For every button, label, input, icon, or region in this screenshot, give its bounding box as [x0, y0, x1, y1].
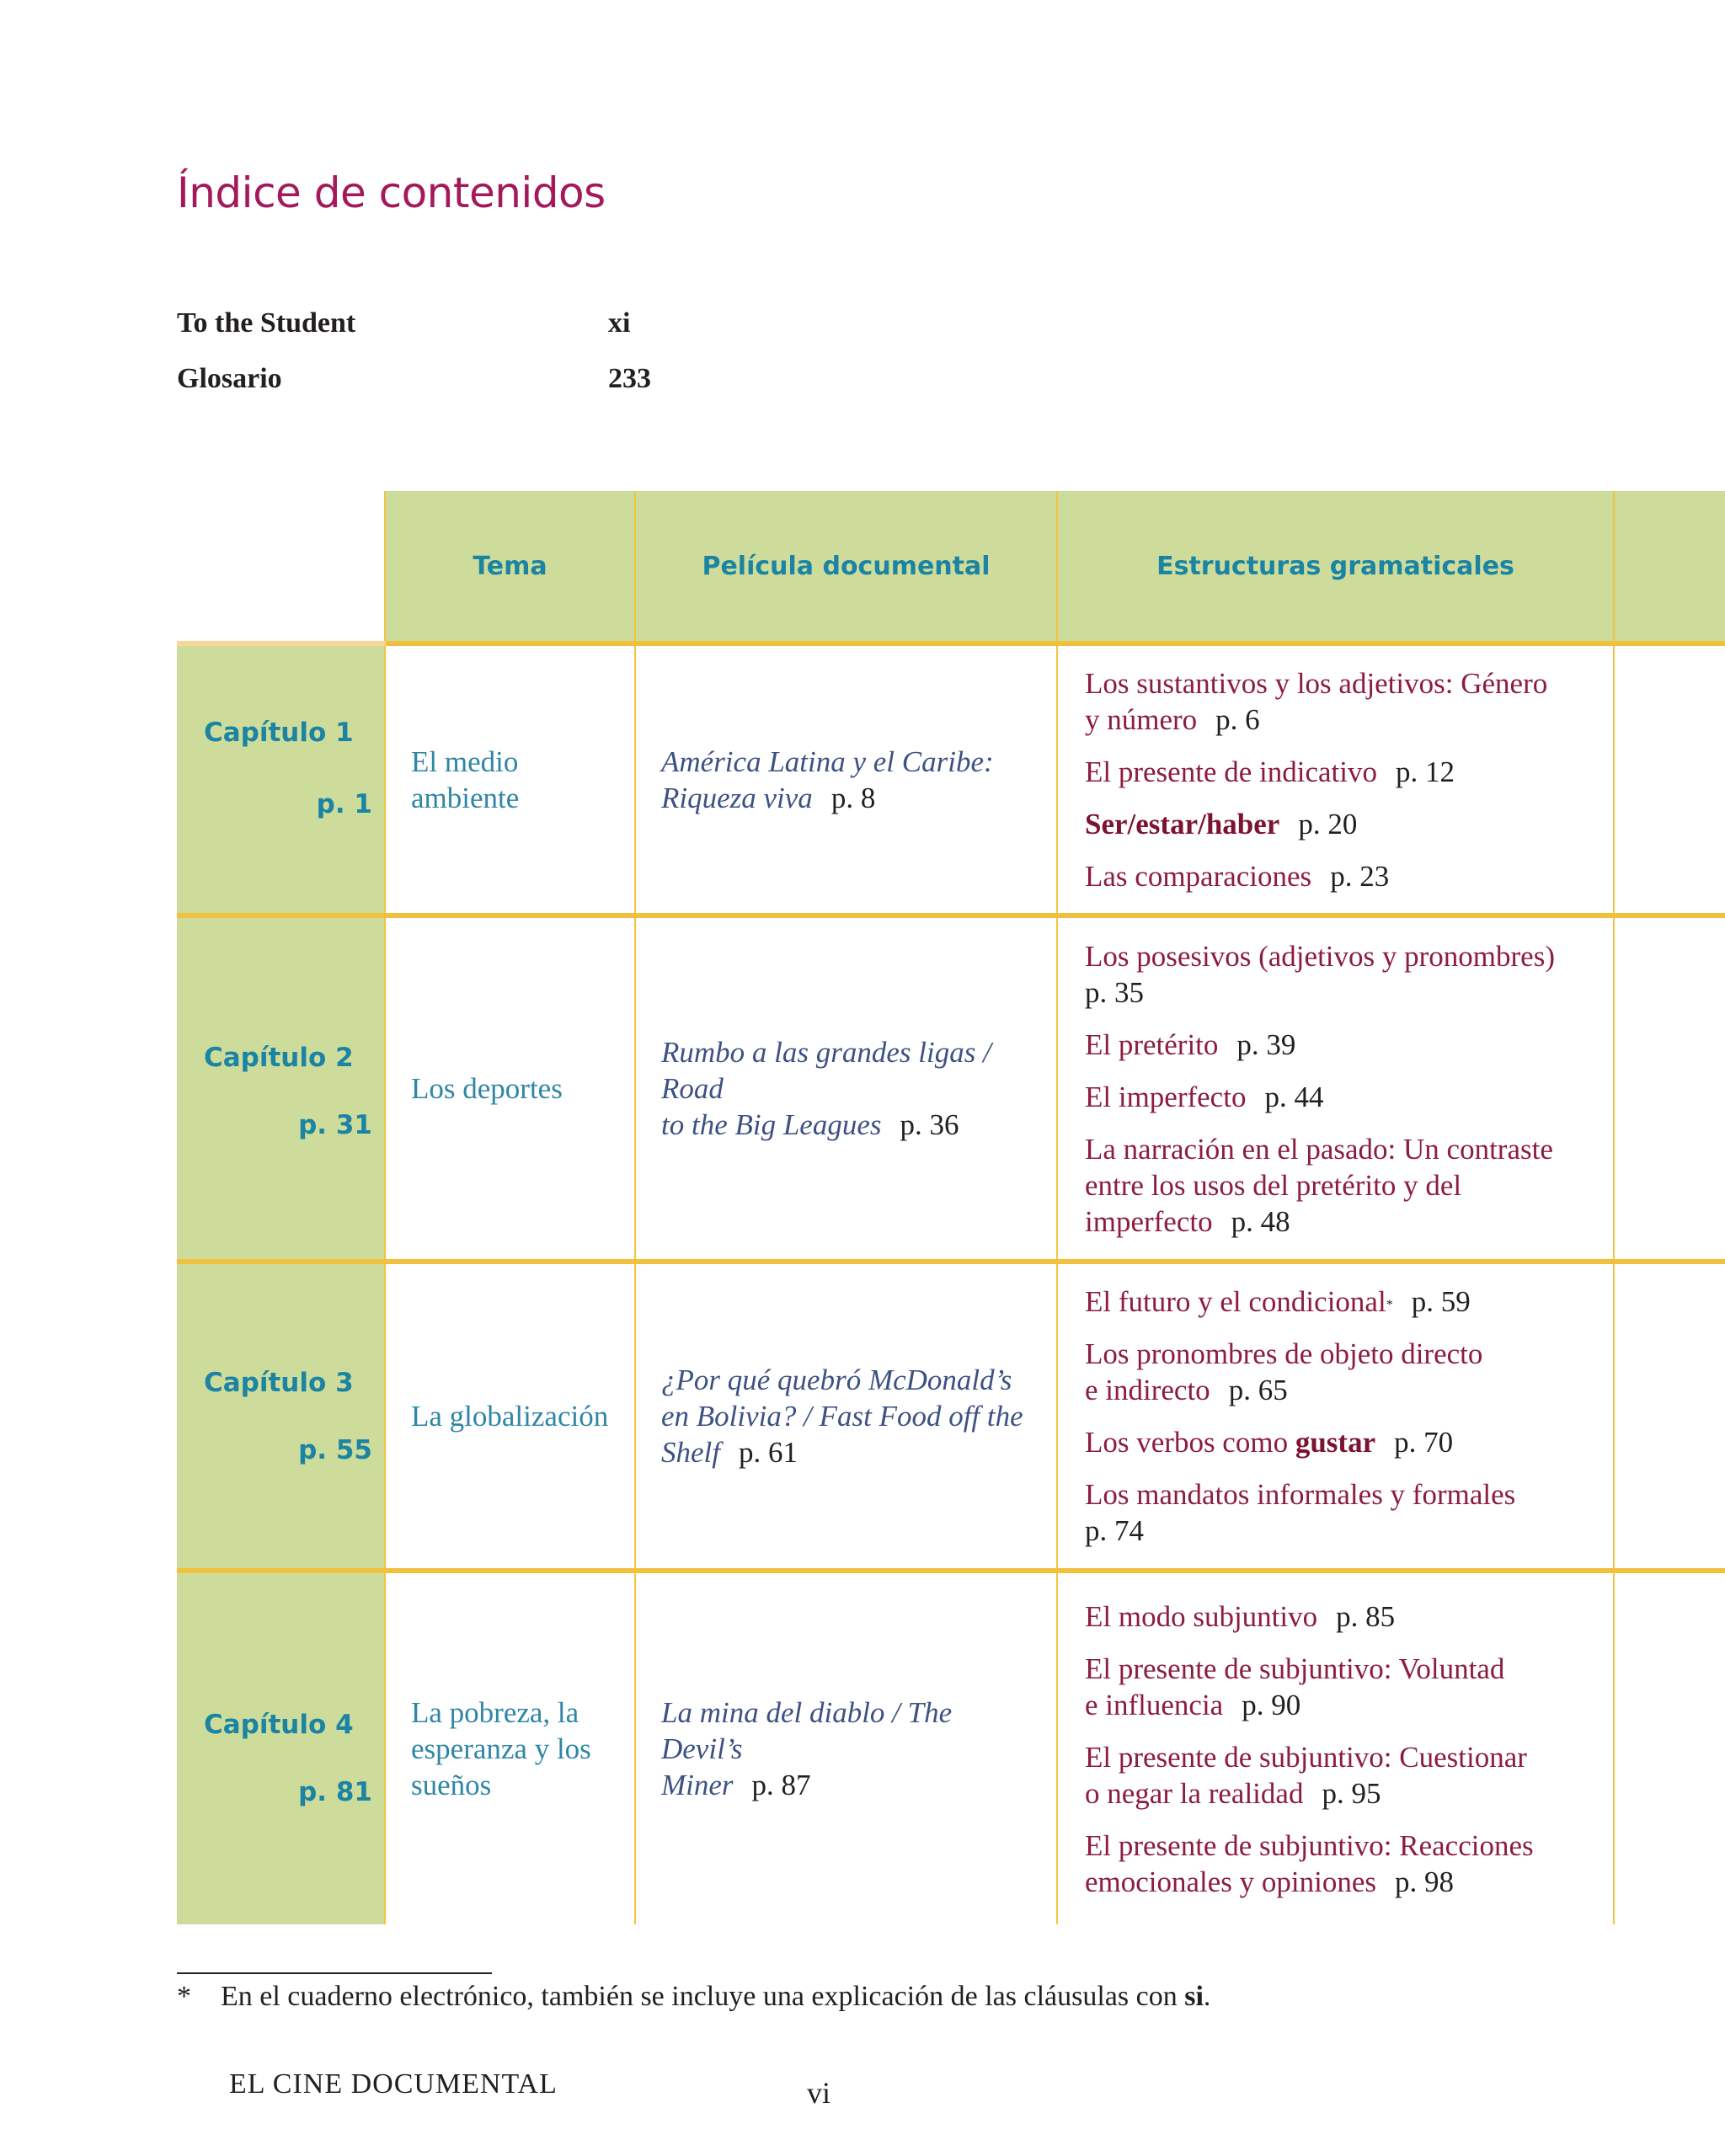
entry-label: Glosario [177, 363, 282, 394]
estructura-text: Los posesivos (adjetivos y pronombres) [1085, 939, 1555, 973]
estructura-page: p. 74 [1085, 1514, 1144, 1547]
chapter-name: Capítulo 2 [204, 1043, 354, 1073]
film-cell [635, 1571, 1057, 1924]
estructura-page: p. 98 [1395, 1865, 1455, 1898]
film-title: Shelf [661, 1436, 720, 1469]
estructura-text: o negar la realidad [1085, 1776, 1304, 1810]
next-column-cell [1614, 643, 1725, 915]
estructura-text: Los pronombres de objeto directo [1085, 1337, 1483, 1370]
header-corner [177, 491, 385, 643]
chapter-name: Capítulo 4 [204, 1710, 354, 1740]
estructura-bold-text: gustar [1295, 1426, 1376, 1459]
chapter-page: p. 81 [298, 1777, 372, 1807]
footnote-marker: * [1386, 1298, 1393, 1312]
estructura-text: e influencia [1085, 1688, 1224, 1721]
estructura-item [1085, 1476, 1596, 1549]
chapter-name: Capítulo 3 [204, 1368, 354, 1398]
estructura-text: entre los usos del pretérito y del [1085, 1168, 1462, 1202]
film-page: p. 61 [738, 1436, 798, 1469]
estructuras-cell [1057, 1262, 1614, 1571]
next-column-cell [1614, 1262, 1725, 1571]
estructura-text: El presente de subjuntivo: Voluntad [1085, 1652, 1505, 1685]
chapter-name: Capítulo 1 [204, 718, 354, 748]
film-cell [635, 915, 1057, 1262]
tema-text: sueños [411, 1769, 492, 1801]
estructura-page: p. 59 [1411, 1285, 1471, 1318]
estructura-text: Los mandatos informales y formales [1085, 1478, 1516, 1511]
contents-table [177, 491, 1725, 1924]
film-cell [635, 643, 1057, 915]
chapter-page: p. 1 [316, 789, 372, 819]
footnote-rule [177, 1972, 492, 1974]
entry-page: xi [608, 307, 631, 339]
estructuras-cell [1057, 643, 1614, 915]
film-page: p. 8 [830, 781, 876, 814]
tema-text: La globalización [411, 1400, 609, 1433]
estructura-page: p. 90 [1242, 1688, 1301, 1721]
footnote-marker: * [177, 1981, 191, 2012]
header-estructuras: Estructuras gramaticales [1057, 491, 1614, 643]
estructura-text: Los sustantivos y los adjetivos: Género [1085, 666, 1548, 700]
chapter-cell [177, 1262, 385, 1571]
estructura-text: El modo subjuntivo [1085, 1599, 1318, 1633]
film-page: p. 36 [900, 1108, 959, 1141]
header-tema: Tema [385, 491, 635, 643]
entry-label: To the Student [177, 307, 356, 339]
estructura-page: p. 39 [1236, 1027, 1296, 1061]
chapter-cell [177, 1571, 385, 1924]
estructura-page: p. 95 [1322, 1776, 1381, 1810]
table-row [177, 1262, 1725, 1571]
film-title: to the Big Leagues [661, 1108, 882, 1141]
next-column-cell [1614, 1571, 1725, 1924]
running-foot: EL CINE DOCUMENTAL [229, 2068, 558, 2100]
estructura-text: El imperfecto [1085, 1080, 1247, 1113]
chapter-page: p. 55 [298, 1435, 372, 1465]
estructura-item [1085, 1424, 1596, 1460]
header-pelicula: Película documental [635, 491, 1057, 643]
table-row [177, 915, 1725, 1262]
table-row [177, 1571, 1725, 1924]
estructura-item [1085, 1828, 1596, 1900]
estructura-text: y número [1085, 702, 1198, 736]
estructura-item [1085, 665, 1596, 738]
estructura-item [1085, 1651, 1596, 1723]
table-row [177, 643, 1725, 915]
estructuras-cell [1057, 1571, 1614, 1924]
header-next-column [1614, 491, 1725, 643]
estructura-item [1085, 858, 1596, 894]
estructura-text: El presente de subjuntivo: Reacciones [1085, 1828, 1534, 1862]
tema-text: El medio [411, 744, 519, 778]
estructura-item [1085, 938, 1596, 1011]
table-header-row [177, 491, 1725, 643]
estructura-item [1085, 754, 1596, 790]
estructura-page: p. 20 [1298, 807, 1358, 841]
estructura-item [1085, 1283, 1596, 1320]
estructura-text: El presente de subjuntivo: Cuestionar [1085, 1740, 1527, 1774]
tema-cell [385, 643, 635, 915]
tema-text: esperanza y los [411, 1732, 591, 1765]
estructura-page: p. 70 [1394, 1426, 1454, 1459]
footnote-bold: si [1184, 1981, 1204, 2012]
estructura-item [1085, 1131, 1596, 1240]
film-title: Rumbo a las grandes ligas / Road [661, 1036, 991, 1105]
estructura-text: El presente de indicativo [1085, 755, 1377, 788]
estructura-text: Las comparaciones [1085, 859, 1312, 893]
film-title: La mina del diablo / The Devil’s [661, 1696, 953, 1765]
estructura-page: p. 23 [1330, 859, 1390, 893]
footnote-end: . [1203, 1981, 1211, 2012]
estructura-page: p. 65 [1228, 1374, 1288, 1406]
estructura-page: p. 48 [1231, 1204, 1290, 1238]
film-page: p. 87 [751, 1769, 811, 1801]
film-cell [635, 1262, 1057, 1571]
tema-cell [385, 1262, 635, 1571]
estructura-text: e indirecto [1085, 1374, 1210, 1406]
footnote-body: En el cuaderno electrónico, también se incluye una explicación de las cláusulas con [221, 1981, 1185, 2012]
estructura-page: p. 35 [1085, 975, 1144, 1009]
estructura-page: p. 85 [1336, 1599, 1396, 1633]
chapter-page: p. 31 [298, 1110, 372, 1140]
footnote-text [221, 1981, 1210, 2013]
estructura-text: emocionales y opiniones [1085, 1865, 1377, 1898]
estructura-text: El futuro y el condicional [1085, 1285, 1386, 1318]
estructura-item [1085, 1079, 1596, 1115]
chapter-cell [177, 915, 385, 1262]
estructura-page: p. 44 [1264, 1080, 1324, 1113]
film-title: ¿Por qué quebró McDonald’s [661, 1364, 1012, 1396]
estructura-item [1085, 1336, 1596, 1408]
estructura-text: imperfecto [1085, 1204, 1213, 1238]
estructura-item [1085, 1598, 1596, 1635]
entry-page: 233 [608, 363, 651, 394]
estructura-text: El pretérito [1085, 1027, 1219, 1061]
next-column-cell [1614, 915, 1725, 1262]
estructura-text: Los verbos como [1085, 1426, 1295, 1459]
page-number: vi [807, 2076, 831, 2110]
page-title: Índice de contenidos [177, 168, 606, 217]
tema-cell [385, 1571, 635, 1924]
tema-text: ambiente [411, 781, 520, 814]
estructuras-cell [1057, 915, 1614, 1262]
film-title: Riqueza viva [661, 781, 813, 814]
tema-text: Los deportes [411, 1072, 563, 1105]
film-title: Miner [661, 1769, 734, 1801]
tema-text: La pobreza, la [411, 1696, 579, 1729]
estructura-text: La narración en el pasado: Un contraste [1085, 1132, 1553, 1166]
chapter-cell [177, 643, 385, 915]
film-title: América Latina y el Caribe: [661, 744, 994, 778]
estructura-item [1085, 1027, 1596, 1063]
estructura-item [1085, 1739, 1596, 1812]
estructura-text: Ser/estar/haber [1085, 807, 1280, 841]
estructura-page: p. 6 [1215, 702, 1260, 736]
tema-cell [385, 915, 635, 1262]
estructura-item [1085, 806, 1596, 842]
estructura-page: p. 12 [1395, 755, 1455, 788]
film-title: en Bolivia? / Fast Food off the [661, 1400, 1023, 1433]
